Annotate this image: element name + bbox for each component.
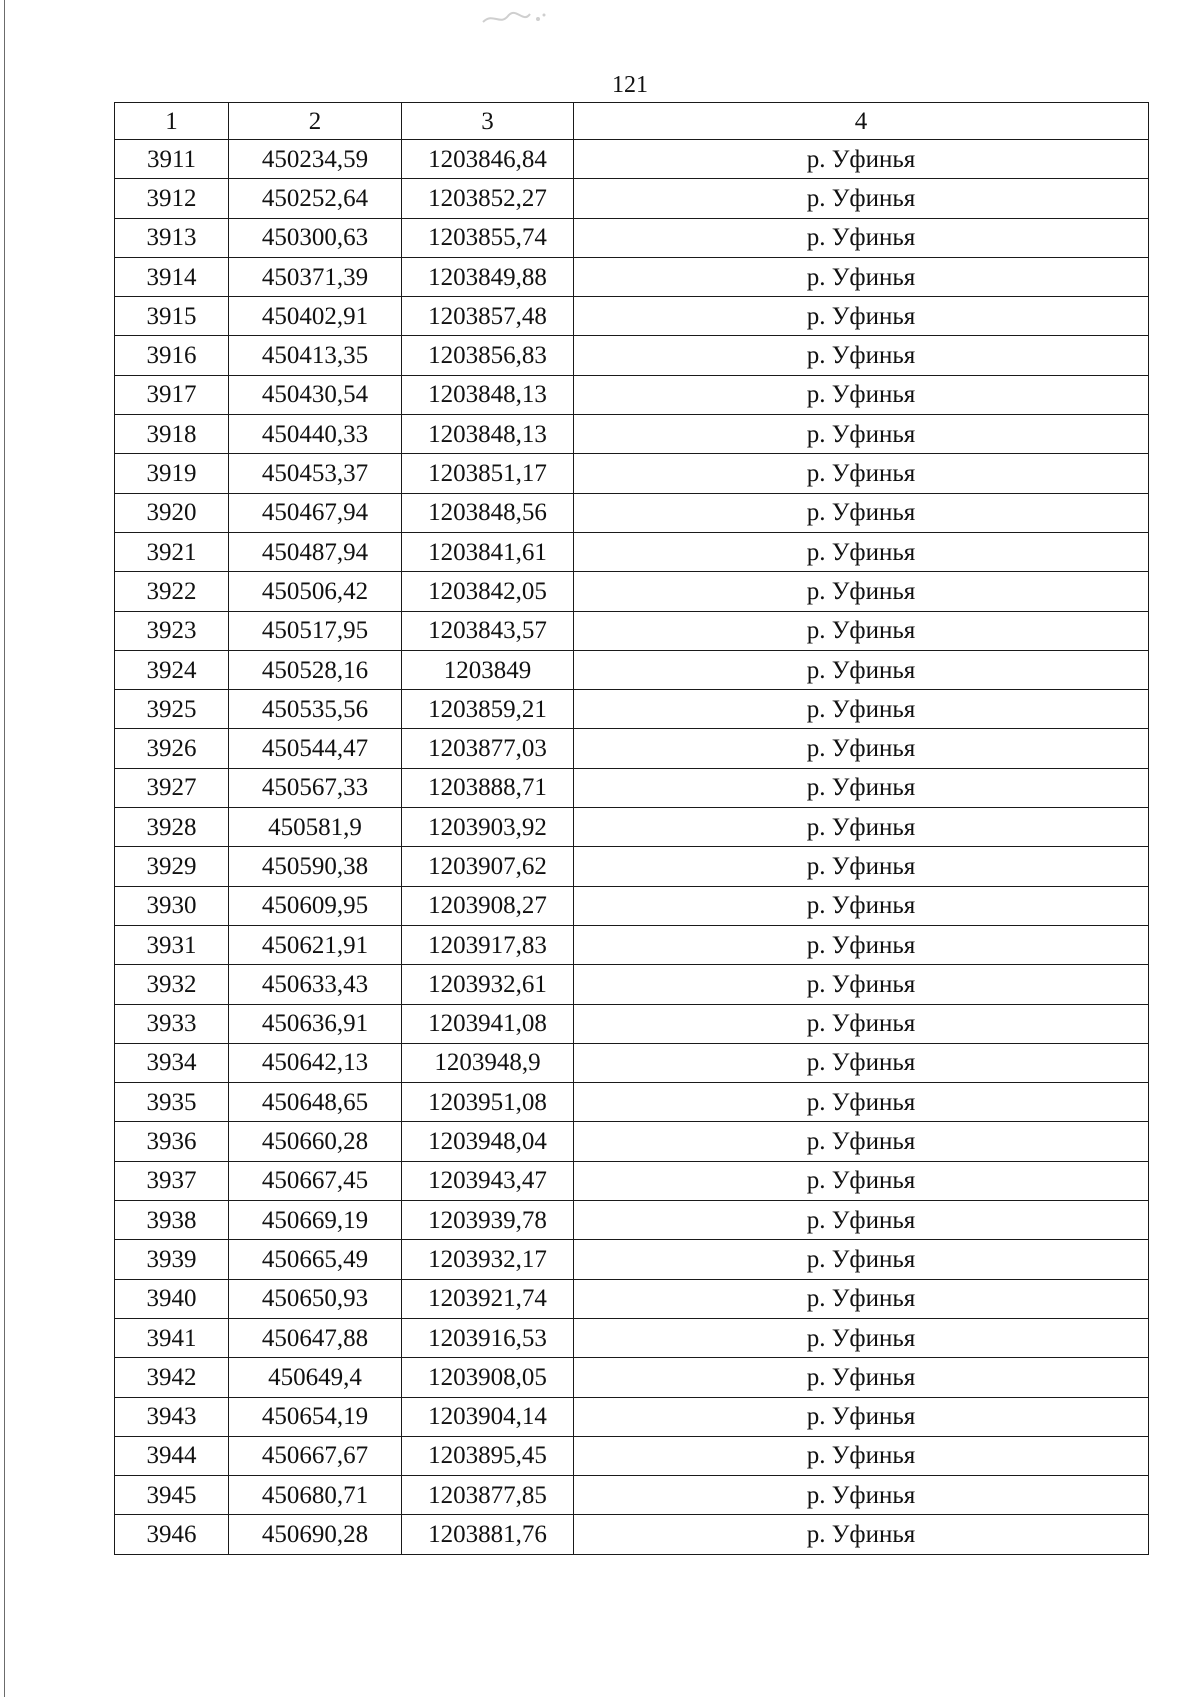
x-coordinate-cell: 450517,95 [229, 611, 402, 650]
x-coordinate-cell: 450590,38 [229, 847, 402, 886]
object-name-cell: р. Уфинья [574, 1476, 1149, 1515]
object-name-cell: р. Уфинья [574, 1122, 1149, 1161]
table-row [115, 847, 1149, 886]
y-coordinate-cell: 1203908,05 [402, 1358, 574, 1397]
table-row [115, 140, 1149, 179]
x-coordinate-cell: 450650,93 [229, 1279, 402, 1318]
table-row [115, 768, 1149, 807]
table-row [115, 532, 1149, 571]
y-coordinate-cell: 1203842,05 [402, 572, 574, 611]
x-coordinate-cell: 450467,94 [229, 493, 402, 532]
point-number-cell: 3937 [115, 1161, 229, 1200]
point-number-cell: 3920 [115, 493, 229, 532]
x-coordinate-cell: 450544,47 [229, 729, 402, 768]
point-number-cell: 3931 [115, 925, 229, 964]
y-coordinate-cell: 1203848,13 [402, 415, 574, 454]
table-row [115, 650, 1149, 689]
table-row [115, 493, 1149, 532]
object-name-cell: р. Уфинья [574, 493, 1149, 532]
object-name-cell: р. Уфинья [574, 690, 1149, 729]
table-row [115, 925, 1149, 964]
object-name-cell: р. Уфинья [574, 1083, 1149, 1122]
point-number-cell: 3941 [115, 1318, 229, 1357]
object-name-cell: р. Уфинья [574, 1043, 1149, 1082]
object-name-cell: р. Уфинья [574, 611, 1149, 650]
object-name-cell: р. Уфинья [574, 650, 1149, 689]
object-name-cell: р. Уфинья [574, 1436, 1149, 1475]
point-number-cell: 3933 [115, 1004, 229, 1043]
point-number-cell: 3938 [115, 1201, 229, 1240]
x-coordinate-cell: 450300,63 [229, 218, 402, 257]
x-coordinate-cell: 450609,95 [229, 886, 402, 925]
point-number-cell: 3944 [115, 1436, 229, 1475]
y-coordinate-cell: 1203921,74 [402, 1279, 574, 1318]
table-row [115, 690, 1149, 729]
point-number-cell: 3930 [115, 886, 229, 925]
y-coordinate-cell: 1203907,62 [402, 847, 574, 886]
object-name-cell: р. Уфинья [574, 965, 1149, 1004]
object-name-cell: р. Уфинья [574, 1358, 1149, 1397]
point-number-cell: 3911 [115, 140, 229, 179]
object-name-cell: р. Уфинья [574, 768, 1149, 807]
point-number-cell: 3939 [115, 1240, 229, 1279]
x-coordinate-cell: 450690,28 [229, 1515, 402, 1554]
y-coordinate-cell: 1203948,04 [402, 1122, 574, 1161]
point-number-cell: 3927 [115, 768, 229, 807]
table-row [115, 965, 1149, 1004]
object-name-cell: р. Уфинья [574, 925, 1149, 964]
point-number-cell: 3922 [115, 572, 229, 611]
object-name-cell: р. Уфинья [574, 1004, 1149, 1043]
y-coordinate-cell: 1203951,08 [402, 1083, 574, 1122]
object-name-cell: р. Уфинья [574, 297, 1149, 336]
object-name-cell: р. Уфинья [574, 179, 1149, 218]
column-header: 2 [229, 103, 402, 140]
y-coordinate-cell: 1203848,13 [402, 375, 574, 414]
point-number-cell: 3919 [115, 454, 229, 493]
object-name-cell: р. Уфинья [574, 532, 1149, 571]
table-row [115, 572, 1149, 611]
point-number-cell: 3918 [115, 415, 229, 454]
column-header: 4 [574, 103, 1149, 140]
table-row [115, 1240, 1149, 1279]
y-coordinate-cell: 1203881,76 [402, 1515, 574, 1554]
object-name-cell: р. Уфинья [574, 1515, 1149, 1554]
y-coordinate-cell: 1203932,61 [402, 965, 574, 1004]
y-coordinate-cell: 1203859,21 [402, 690, 574, 729]
table-row [115, 1515, 1149, 1554]
y-coordinate-cell: 1203941,08 [402, 1004, 574, 1043]
table-header [115, 103, 1149, 140]
x-coordinate-cell: 450633,43 [229, 965, 402, 1004]
table-row [115, 886, 1149, 925]
y-coordinate-cell: 1203895,45 [402, 1436, 574, 1475]
point-number-cell: 3932 [115, 965, 229, 1004]
x-coordinate-cell: 450621,91 [229, 925, 402, 964]
x-coordinate-cell: 450402,91 [229, 297, 402, 336]
y-coordinate-cell: 1203877,03 [402, 729, 574, 768]
x-coordinate-cell: 450506,42 [229, 572, 402, 611]
y-coordinate-cell: 1203856,83 [402, 336, 574, 375]
point-number-cell: 3935 [115, 1083, 229, 1122]
point-number-cell: 3923 [115, 611, 229, 650]
object-name-cell: р. Уфинья [574, 1397, 1149, 1436]
x-coordinate-cell: 450430,54 [229, 375, 402, 414]
object-name-cell: р. Уфинья [574, 218, 1149, 257]
x-coordinate-cell: 450535,56 [229, 690, 402, 729]
x-coordinate-cell: 450648,65 [229, 1083, 402, 1122]
point-number-cell: 3945 [115, 1476, 229, 1515]
x-coordinate-cell: 450636,91 [229, 1004, 402, 1043]
x-coordinate-cell: 450660,28 [229, 1122, 402, 1161]
y-coordinate-cell: 1203857,48 [402, 297, 574, 336]
point-number-cell: 3946 [115, 1515, 229, 1554]
y-coordinate-cell: 1203939,78 [402, 1201, 574, 1240]
y-coordinate-cell: 1203932,17 [402, 1240, 574, 1279]
point-number-cell: 3934 [115, 1043, 229, 1082]
point-number-cell: 3917 [115, 375, 229, 414]
object-name-cell: р. Уфинья [574, 1161, 1149, 1200]
x-coordinate-cell: 450413,35 [229, 336, 402, 375]
y-coordinate-cell: 1203943,47 [402, 1161, 574, 1200]
x-coordinate-cell: 450665,49 [229, 1240, 402, 1279]
object-name-cell: р. Уфинья [574, 1201, 1149, 1240]
header-row [115, 103, 1149, 140]
point-number-cell: 3940 [115, 1279, 229, 1318]
object-name-cell: р. Уфинья [574, 454, 1149, 493]
x-coordinate-cell: 450654,19 [229, 1397, 402, 1436]
table-row [115, 1004, 1149, 1043]
table-row [115, 336, 1149, 375]
table-row [115, 1161, 1149, 1200]
y-coordinate-cell: 1203851,17 [402, 454, 574, 493]
point-number-cell: 3942 [115, 1358, 229, 1397]
table-row [115, 297, 1149, 336]
object-name-cell: р. Уфинья [574, 1279, 1149, 1318]
table-body [115, 140, 1149, 1555]
table-row [115, 1397, 1149, 1436]
x-coordinate-cell: 450487,94 [229, 532, 402, 571]
x-coordinate-cell: 450642,13 [229, 1043, 402, 1082]
point-number-cell: 3915 [115, 297, 229, 336]
object-name-cell: р. Уфинья [574, 572, 1149, 611]
scan-left-edge [4, 0, 5, 1697]
table-row [115, 179, 1149, 218]
point-number-cell: 3943 [115, 1397, 229, 1436]
point-number-cell: 3925 [115, 690, 229, 729]
x-coordinate-cell: 450234,59 [229, 140, 402, 179]
y-coordinate-cell: 1203888,71 [402, 768, 574, 807]
point-number-cell: 3913 [115, 218, 229, 257]
table-row [115, 1122, 1149, 1161]
page-number: 121 [612, 72, 648, 98]
x-coordinate-cell: 450667,45 [229, 1161, 402, 1200]
table-row [115, 454, 1149, 493]
x-coordinate-cell: 450669,19 [229, 1201, 402, 1240]
x-coordinate-cell: 450667,67 [229, 1436, 402, 1475]
x-coordinate-cell: 450649,4 [229, 1358, 402, 1397]
y-coordinate-cell: 1203849 [402, 650, 574, 689]
object-name-cell: р. Уфинья [574, 847, 1149, 886]
y-coordinate-cell: 1203948,9 [402, 1043, 574, 1082]
y-coordinate-cell: 1203846,84 [402, 140, 574, 179]
table-row [115, 375, 1149, 414]
object-name-cell: р. Уфинья [574, 257, 1149, 296]
object-name-cell: р. Уфинья [574, 1240, 1149, 1279]
point-number-cell: 3929 [115, 847, 229, 886]
table-row [115, 611, 1149, 650]
object-name-cell: р. Уфинья [574, 1318, 1149, 1357]
object-name-cell: р. Уфинья [574, 808, 1149, 847]
table-row [115, 1436, 1149, 1475]
y-coordinate-cell: 1203904,14 [402, 1397, 574, 1436]
object-name-cell: р. Уфинья [574, 375, 1149, 414]
x-coordinate-cell: 450680,71 [229, 1476, 402, 1515]
coordinates-table [114, 102, 1149, 1555]
table-row [115, 729, 1149, 768]
y-coordinate-cell: 1203917,83 [402, 925, 574, 964]
point-number-cell: 3921 [115, 532, 229, 571]
object-name-cell: р. Уфинья [574, 729, 1149, 768]
y-coordinate-cell: 1203903,92 [402, 808, 574, 847]
x-coordinate-cell: 450528,16 [229, 650, 402, 689]
point-number-cell: 3912 [115, 179, 229, 218]
x-coordinate-cell: 450440,33 [229, 415, 402, 454]
y-coordinate-cell: 1203849,88 [402, 257, 574, 296]
object-name-cell: р. Уфинья [574, 886, 1149, 925]
point-number-cell: 3936 [115, 1122, 229, 1161]
x-coordinate-cell: 450453,37 [229, 454, 402, 493]
y-coordinate-cell: 1203855,74 [402, 218, 574, 257]
point-number-cell: 3914 [115, 257, 229, 296]
x-coordinate-cell: 450581,9 [229, 808, 402, 847]
y-coordinate-cell: 1203852,27 [402, 179, 574, 218]
table-row [115, 1358, 1149, 1397]
y-coordinate-cell: 1203877,85 [402, 1476, 574, 1515]
x-coordinate-cell: 450252,64 [229, 179, 402, 218]
x-coordinate-cell: 450647,88 [229, 1318, 402, 1357]
y-coordinate-cell: 1203841,61 [402, 532, 574, 571]
y-coordinate-cell: 1203843,57 [402, 611, 574, 650]
y-coordinate-cell: 1203916,53 [402, 1318, 574, 1357]
column-header: 3 [402, 103, 574, 140]
table-row [115, 1279, 1149, 1318]
table-row [115, 257, 1149, 296]
point-number-cell: 3916 [115, 336, 229, 375]
x-coordinate-cell: 450371,39 [229, 257, 402, 296]
table-row [115, 1201, 1149, 1240]
x-coordinate-cell: 450567,33 [229, 768, 402, 807]
table-row [115, 808, 1149, 847]
table-row [115, 415, 1149, 454]
point-number-cell: 3924 [115, 650, 229, 689]
stamp-smudge [478, 8, 548, 30]
object-name-cell: р. Уфинья [574, 336, 1149, 375]
y-coordinate-cell: 1203908,27 [402, 886, 574, 925]
object-name-cell: р. Уфинья [574, 140, 1149, 179]
table-row [115, 1318, 1149, 1357]
table-row [115, 1083, 1149, 1122]
column-header: 1 [115, 103, 229, 140]
table-row [115, 1476, 1149, 1515]
point-number-cell: 3926 [115, 729, 229, 768]
point-number-cell: 3928 [115, 808, 229, 847]
table-row [115, 1043, 1149, 1082]
table-row [115, 218, 1149, 257]
object-name-cell: р. Уфинья [574, 415, 1149, 454]
y-coordinate-cell: 1203848,56 [402, 493, 574, 532]
